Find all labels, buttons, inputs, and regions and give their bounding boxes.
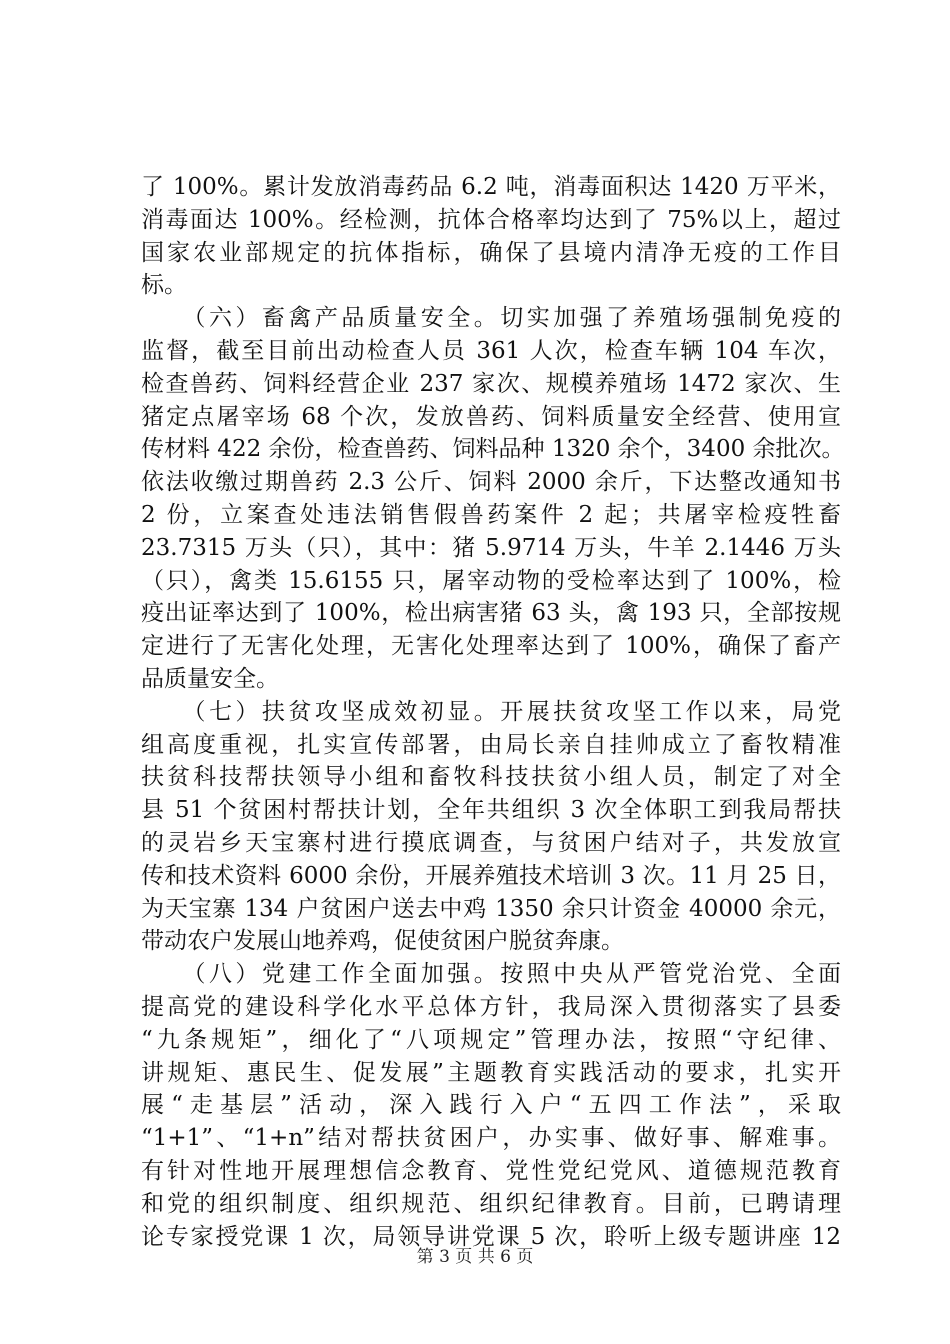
text-line: “1+1”、“1+n”结对帮扶贫困户，办实事、做好事、解难事。 <box>141 1125 841 1152</box>
text-line: 消毒面达 100%。经检测，抗体合格率均达到了 75%以上，超过 <box>141 206 841 233</box>
text-line: 讲规矩、惠民生、促发展”主题教育实践活动的要求，扎实开 <box>141 1059 841 1086</box>
text-line: 带动农户发展山地养鸡，促使贫困户脱贫奔康。 <box>141 928 624 955</box>
text-line: 猪定点屠宰场 68 个次，发放兽药、饲料质量安全经营、使用宣 <box>141 403 841 430</box>
text-line: 县 51 个贫困村帮扶计划，全年共组织 3 次全体职工到我局帮扶 <box>141 797 841 824</box>
text-line: 为天宝寨 134 户贫困户送去中鸡 1350 余只计资金 40000 余元， <box>141 895 841 922</box>
text-line: 传和技术资料 6000 余份，开展养殖技术培训 3 次。11 月 25 日， <box>141 862 841 889</box>
text-line: 传材料 422 余份，检查兽药、饲料品种 1320 余个，3400 余批次。 <box>141 436 845 463</box>
document-body <box>141 171 845 1253</box>
text-line: 有针对性地开展理想信念教育、党性党纪党风、道德规范教育 <box>141 1157 841 1184</box>
text-line: 疫出证率达到了 100%，检出病害猪 63 头，禽 193 只，全部按规 <box>141 600 841 627</box>
text-line: “九条规矩”，细化了“八项规定”管理办法，按照“守纪律、 <box>141 1026 841 1053</box>
text-line: （只），禽类 15.6155 只，屠宰动物的受检率达到了 100%，检 <box>141 567 841 594</box>
text-line: 组高度重视，扎实宣传部署，由局长亲自挂帅成立了畜牧精准 <box>141 731 841 758</box>
text-line: （七）扶贫攻坚成效初显。开展扶贫攻坚工作以来，局党 <box>141 698 841 725</box>
text-line: 依法收缴过期兽药 2.3 公斤、饲料 2000 余斤，下达整改通知书 <box>141 469 841 496</box>
text-line: （八）党建工作全面加强。按照中央从严管党治党、全面 <box>141 961 841 988</box>
text-line: 的灵岩乡天宝寨村进行摸底调查，与贫困户结对子，共发放宣 <box>141 829 841 856</box>
text-line: 扶贫科技帮扶领导小组和畜牧科技扶贫小组人员，制定了对全 <box>141 764 841 791</box>
text-line: 2 份，立案查处违法销售假兽药案件 2 起；共屠宰检疫牲畜 <box>141 501 841 528</box>
text-line: （六）畜禽产品质量安全。切实加强了养殖场强制免疫的 <box>141 305 841 332</box>
page-number-footer: 第 3 页 共 6 页 <box>416 1247 534 1267</box>
text-line: 标。 <box>141 272 187 299</box>
text-line: 展“走基层”活动，深入践行入户“五四工作法”，采取 <box>141 1092 841 1119</box>
text-line: 了 100%。累计发放消毒药品 6.2 吨，消毒面积达 1420 万平米， <box>141 174 841 200</box>
text-line: 检查兽药、饲料经营企业 237 家次、规模养殖场 1472 家次、生 <box>141 370 841 397</box>
text-line: 国家农业部规定的抗体指标，确保了县境内清净无疫的工作目 <box>141 239 841 266</box>
text-line: 提高党的建设科学化水平总体方针，我局深入贯彻落实了县委 <box>141 993 841 1020</box>
text-line: 论专家授党课 1 次，局领导讲党课 5 次，聆听上级专题讲座 12 <box>141 1223 841 1250</box>
text-line: 品质量安全。 <box>141 665 279 692</box>
text-line: 23.7315 万头（只），其中：猪 5.9714 万头，牛羊 2.1446 万头 <box>141 534 841 561</box>
text-line: 监督，截至目前出动检查人员 361 人次，检查车辆 104 车次， <box>141 337 841 364</box>
text-line: 和党的组织制度、组织规范、组织纪律教育。目前，已聘请理 <box>141 1190 841 1217</box>
text-line: 定进行了无害化处理，无害化处理率达到了 100%，确保了畜产 <box>141 633 841 660</box>
